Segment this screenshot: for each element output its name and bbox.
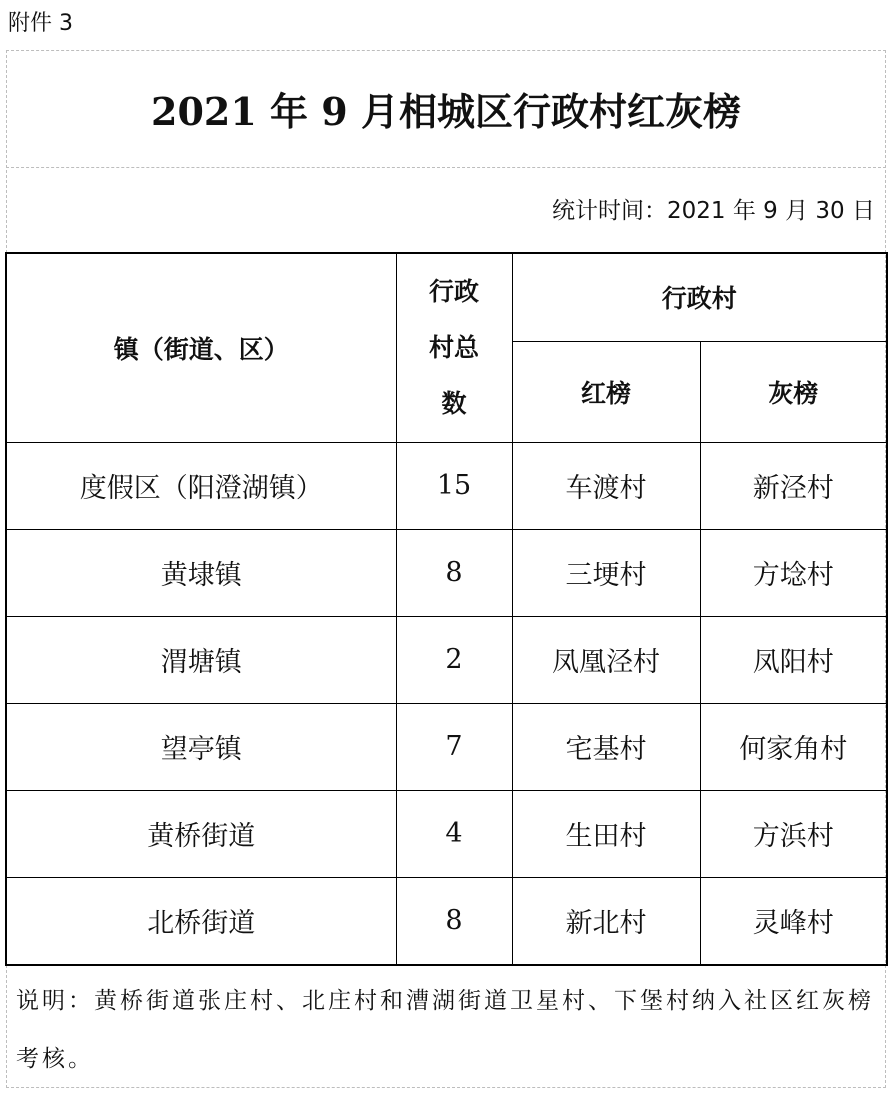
cell-grey: 何家角村 <box>700 703 887 790</box>
cell-grey: 方浜村 <box>700 790 887 877</box>
cell-count: 2 <box>396 616 512 703</box>
cell-town: 望亭镇 <box>6 703 396 790</box>
cell-count: 8 <box>396 877 512 965</box>
cell-grey: 方埝村 <box>700 529 887 616</box>
cell-count: 8 <box>396 529 512 616</box>
header-count-line2: 村总 <box>428 332 479 362</box>
header-village-group: 行政村 <box>512 253 887 341</box>
cell-red: 生田村 <box>512 790 700 877</box>
header-red-list: 红榜 <box>512 341 700 442</box>
header-town: 镇（街道、区） <box>6 253 396 442</box>
cell-grey: 新泾村 <box>700 442 887 529</box>
header-grey-list: 灰榜 <box>700 341 887 442</box>
cell-town: 黄桥街道 <box>6 790 396 877</box>
cell-grey: 灵峰村 <box>700 877 887 965</box>
cell-count: 7 <box>396 703 512 790</box>
cell-count: 15 <box>396 442 512 529</box>
header-count-line1: 行政 <box>428 276 479 306</box>
cell-count: 4 <box>396 790 512 877</box>
ranking-table <box>5 252 888 966</box>
header-village-count <box>396 253 512 442</box>
table-note: 说明：黄桥街道张庄村、北庄村和漕湖街道卫星村、下堡村纳入社区红灰榜考核。 <box>16 988 874 1072</box>
cell-red: 宅基村 <box>512 703 700 790</box>
table-row <box>6 790 887 877</box>
table-row <box>6 703 887 790</box>
cell-grey: 凤阳村 <box>700 616 887 703</box>
table-row <box>6 616 887 703</box>
statistics-date: 统计时间：2021 年 9 月 30 日 <box>552 198 875 224</box>
cell-town: 度假区（阳澄湖镇） <box>6 442 396 529</box>
header-count-line3: 数 <box>441 388 467 418</box>
cell-red: 新北村 <box>512 877 700 965</box>
cell-town: 黄埭镇 <box>6 529 396 616</box>
cell-town: 北桥街道 <box>6 877 396 965</box>
table-row <box>6 442 887 529</box>
cell-red: 凤凰泾村 <box>512 616 700 703</box>
table-row <box>6 877 887 965</box>
attachment-label: 附件 3 <box>8 11 73 36</box>
table-row <box>6 529 887 616</box>
cell-red: 车渡村 <box>512 442 700 529</box>
cell-red: 三埂村 <box>512 529 700 616</box>
cell-town: 渭塘镇 <box>6 616 396 703</box>
page-title: 2021 年 9 月相城区行政村红灰榜 <box>6 50 886 168</box>
